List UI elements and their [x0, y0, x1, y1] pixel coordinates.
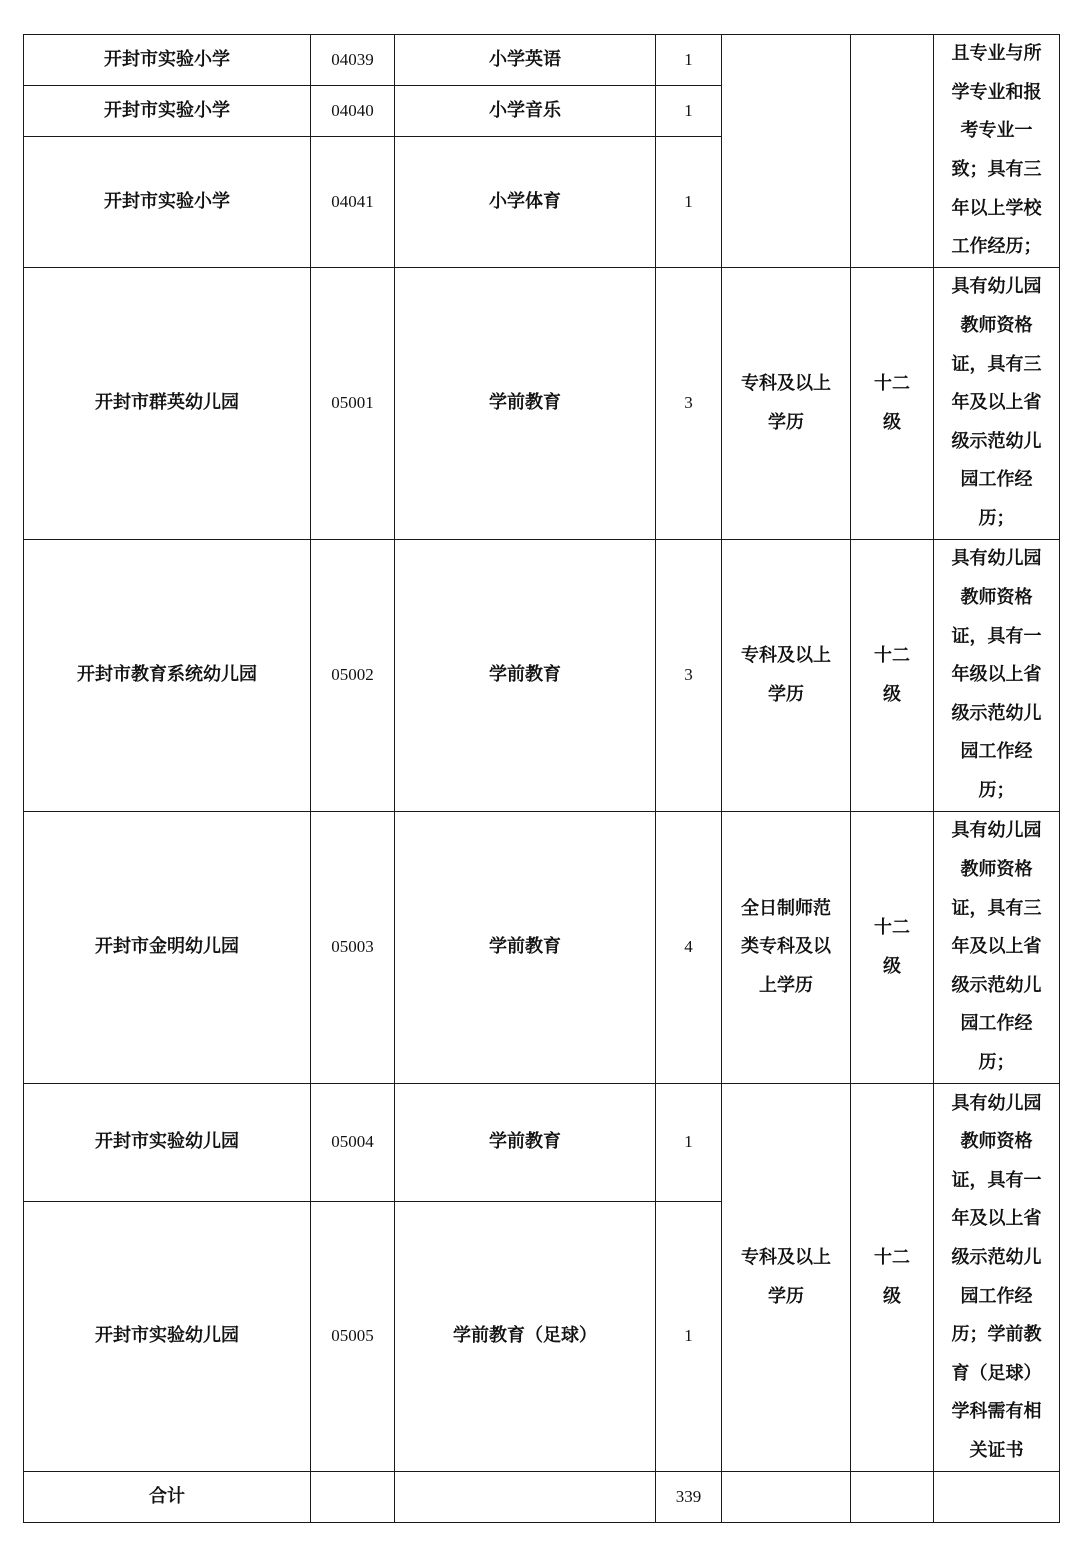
grade-cell: 十二 级	[851, 540, 934, 812]
requirement-cell: 具有幼儿园 教师资格 证，具有一 年及以上省 级示范幼儿 园工作经 历；学前教 育（足球） 学科需有相 关证书	[934, 1084, 1060, 1472]
subject-cell: 学前教育	[395, 268, 656, 540]
education-cell: 专科及以上 学历	[722, 1084, 851, 1472]
count-cell: 1	[656, 137, 722, 268]
unit-name-cell: 开封市教育系统幼儿园	[24, 540, 311, 812]
position-code-cell: 05004	[311, 1084, 395, 1202]
unit-name-cell: 开封市实验小学	[24, 137, 311, 268]
recruitment-table	[23, 34, 1060, 1523]
count-cell: 1	[656, 1202, 722, 1472]
count-cell: 1	[656, 86, 722, 137]
requirement-cell: 具有幼儿园 教师资格 证，具有三 年及以上省 级示范幼儿 园工作经 历；	[934, 268, 1060, 540]
table-row	[24, 812, 1060, 1084]
grade-cell: 十二 级	[851, 812, 934, 1084]
unit-name-cell: 开封市实验幼儿园	[24, 1202, 311, 1472]
count-cell: 1	[656, 1084, 722, 1202]
unit-name-cell: 开封市实验幼儿园	[24, 1084, 311, 1202]
position-code-cell: 05002	[311, 540, 395, 812]
position-code-cell: 05003	[311, 812, 395, 1084]
table-row	[24, 35, 1060, 86]
subject-cell: 学前教育	[395, 812, 656, 1084]
unit-name-cell: 开封市实验小学	[24, 35, 311, 86]
unit-name-cell: 开封市实验小学	[24, 86, 311, 137]
table-row	[24, 1084, 1060, 1202]
count-cell: 3	[656, 540, 722, 812]
requirement-cell: 具有幼儿园 教师资格 证，具有一 年级以上省 级示范幼儿 园工作经 历；	[934, 540, 1060, 812]
position-code-cell: 04040	[311, 86, 395, 137]
table-row	[24, 268, 1060, 540]
subject-cell: 小学音乐	[395, 86, 656, 137]
education-cell: 专科及以上 学历	[722, 268, 851, 540]
empty-cell	[311, 1472, 395, 1523]
total-label-cell: 合计	[24, 1472, 311, 1523]
position-code-cell: 04039	[311, 35, 395, 86]
requirement-cell: 且专业与所 学专业和报 考专业一 致；具有三 年以上学校 工作经历；	[934, 35, 1060, 268]
education-cell-empty	[722, 35, 851, 268]
education-cell: 专科及以上 学历	[722, 540, 851, 812]
unit-name-cell: 开封市群英幼儿园	[24, 268, 311, 540]
subject-cell: 学前教育	[395, 540, 656, 812]
position-code-cell: 05005	[311, 1202, 395, 1472]
total-row	[24, 1472, 1060, 1523]
count-cell: 1	[656, 35, 722, 86]
subject-cell: 学前教育（足球）	[395, 1202, 656, 1472]
empty-cell	[934, 1472, 1060, 1523]
unit-name-cell: 开封市金明幼儿园	[24, 812, 311, 1084]
grade-cell: 十二 级	[851, 268, 934, 540]
subject-cell: 小学英语	[395, 35, 656, 86]
position-code-cell: 04041	[311, 137, 395, 268]
grade-cell-empty	[851, 35, 934, 268]
count-cell: 4	[656, 812, 722, 1084]
subject-cell: 学前教育	[395, 1084, 656, 1202]
count-cell: 3	[656, 268, 722, 540]
empty-cell	[395, 1472, 656, 1523]
grade-cell: 十二 级	[851, 1084, 934, 1472]
table-row	[24, 540, 1060, 812]
requirement-cell: 具有幼儿园 教师资格 证，具有三 年及以上省 级示范幼儿 园工作经 历；	[934, 812, 1060, 1084]
subject-cell: 小学体育	[395, 137, 656, 268]
empty-cell	[851, 1472, 934, 1523]
total-count-cell: 339	[656, 1472, 722, 1523]
empty-cell	[722, 1472, 851, 1523]
position-code-cell: 05001	[311, 268, 395, 540]
education-cell: 全日制师范 类专科及以 上学历	[722, 812, 851, 1084]
